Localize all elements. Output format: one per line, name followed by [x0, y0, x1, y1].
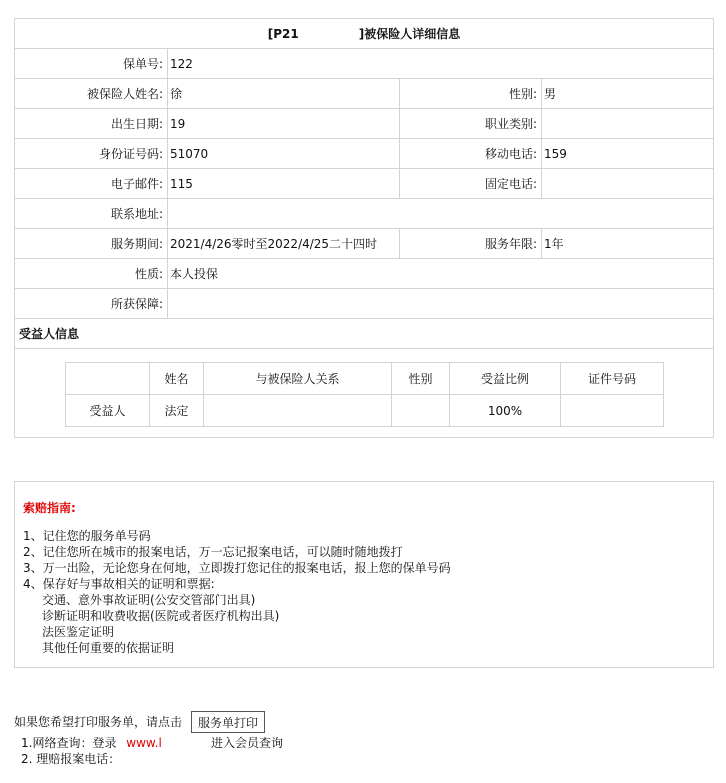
online-query-prefix: 1.网络查询：登录	[21, 736, 117, 750]
nature-label: 性质:	[15, 259, 168, 289]
birth-value: 19	[168, 109, 400, 139]
address-value	[168, 199, 714, 229]
guide-line-2: 2、记住您所在城市的报案电话，万一忘记报案电话，可以随时随地拨打	[23, 545, 403, 559]
insured-info-title	[15, 19, 714, 49]
years-value: 1年	[542, 229, 714, 259]
insured-name-value: 徐	[168, 79, 400, 109]
print-prompt: 如果您希望打印服务单，请点击	[14, 715, 183, 729]
birth-label: 出生日期:	[15, 109, 168, 139]
title-prefix: [P21	[267, 27, 299, 41]
gender-label: 性别:	[400, 79, 542, 109]
phone-label: 固定电话:	[400, 169, 542, 199]
member-site-link[interactable]: www.l	[126, 736, 162, 750]
email-label: 电子邮件:	[15, 169, 168, 199]
ben-cell-id	[561, 395, 664, 427]
ben-cell-relation	[204, 395, 392, 427]
ben-cell-gender	[392, 395, 450, 427]
occupation-value	[542, 109, 714, 139]
guide-sub-line-4: 其他任何重要的依据证明	[42, 641, 175, 655]
guide-line-3: 3、万一出险，无论您身在何地，立即拨打您记住的报案电话，报上您的保单号码	[23, 561, 451, 575]
years-label: 服务年限:	[400, 229, 542, 259]
ben-header-name: 姓名	[150, 363, 204, 395]
email-value: 115	[168, 169, 400, 199]
ben-header-gender: 性别	[392, 363, 450, 395]
phone-value	[542, 169, 714, 199]
period-value: 2021/4/26零时至2022/4/25二十四时	[168, 229, 400, 259]
beneficiary-header-row	[66, 363, 664, 395]
online-query-line	[21, 734, 162, 751]
ben-header-blank	[66, 363, 150, 395]
ben-header-ratio: 受益比例	[450, 363, 561, 395]
claims-guide-box	[14, 481, 714, 668]
title-suffix: ]被保险人详细信息	[358, 27, 461, 41]
id-value: 51070	[168, 139, 400, 169]
ben-cell-ratio: 100%	[450, 395, 561, 427]
beneficiary-table	[65, 362, 664, 427]
policy-no-label: 保单号:	[15, 49, 168, 79]
online-query-suffix: 进入会员查询	[211, 736, 284, 750]
guide-line-4: 4、保存好与事故相关的证明和票据:	[23, 577, 215, 591]
coverage-value	[168, 289, 714, 319]
claims-hotline: 2. 理赔报案电话：	[21, 752, 121, 766]
mobile-value: 159	[542, 139, 714, 169]
guide-sub-line-2: 诊断证明和收费收据(医院或者医疗机构出具)	[42, 609, 280, 623]
occupation-label: 职业类别:	[400, 109, 542, 139]
address-label: 联系地址:	[15, 199, 168, 229]
guide-line-1: 1、记住您的服务单号码	[23, 529, 151, 543]
id-label: 身份证号码:	[15, 139, 168, 169]
print-service-button[interactable]: 服务单打印	[191, 711, 265, 733]
ben-header-id: 证件号码	[561, 363, 664, 395]
period-label: 服务期间:	[15, 229, 168, 259]
ben-header-relation: 与被保险人关系	[204, 363, 392, 395]
beneficiary-section-title: 受益人信息	[15, 319, 714, 349]
gender-value: 男	[542, 79, 714, 109]
ben-cell-type: 受益人	[66, 395, 150, 427]
coverage-label: 所获保障:	[15, 289, 168, 319]
claims-guide-title: 索赔指南:	[23, 501, 76, 515]
nature-value: 本人投保	[168, 259, 714, 289]
guide-sub-line-3: 法医鉴定证明	[42, 625, 115, 639]
policy-no-value: 122	[168, 49, 714, 79]
guide-sub-line-1: 交通、意外事故证明(公安交管部门出具)	[42, 593, 256, 607]
insured-name-label: 被保险人姓名:	[15, 79, 168, 109]
mobile-label: 移动电话:	[400, 139, 542, 169]
ben-cell-name: 法定	[150, 395, 204, 427]
beneficiary-row	[66, 395, 664, 427]
